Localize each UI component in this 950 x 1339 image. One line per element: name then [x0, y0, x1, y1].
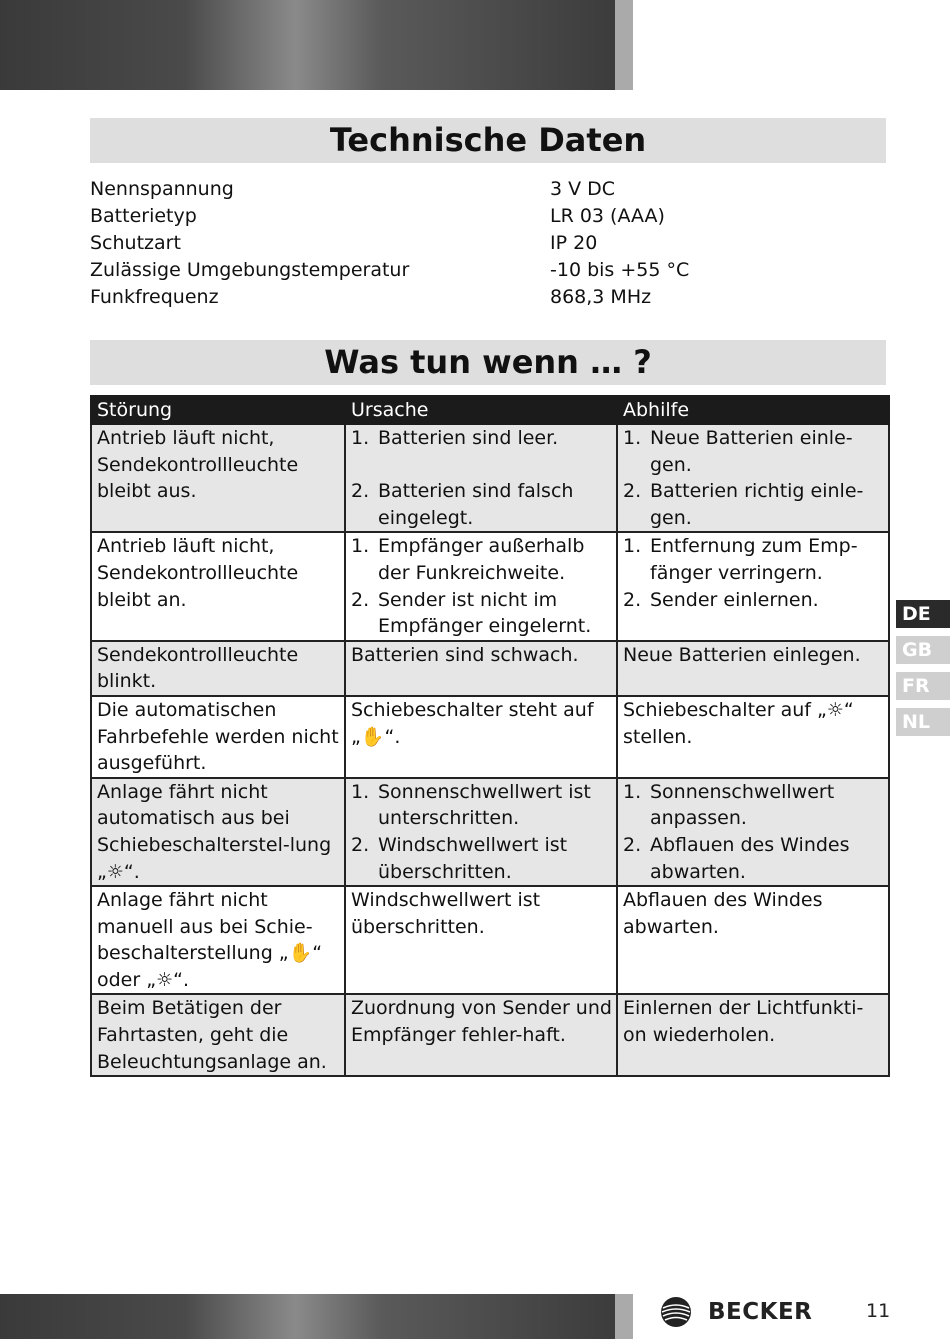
footer-gradient-bar	[0, 1294, 615, 1339]
cause-item	[351, 425, 612, 478]
remedy-item	[623, 779, 884, 832]
spec-label: Nennspannung	[90, 178, 234, 200]
cause-item	[351, 533, 612, 586]
spec-value: IP 20	[550, 232, 598, 254]
header-gradient-bar	[0, 0, 615, 90]
spec-label: Zulässige Umgebungstemperatur	[90, 259, 410, 281]
remedy-cell: Einlernen der Lichtfunkti-on wiederholen.	[617, 994, 889, 1076]
item-number: 2.	[623, 588, 642, 611]
spec-value: 868,3 MHz	[550, 286, 652, 308]
remedy-cell	[617, 424, 889, 532]
spec-row	[90, 203, 790, 230]
footer-bar-edge	[615, 1294, 633, 1339]
problem-cell: Beim Betätigen der Fahrtasten, geht die Beleuchtungsanlage an.	[91, 994, 345, 1076]
item-text: Sender ist nicht im Empfänger eingelernt.	[378, 588, 592, 638]
remedy-item	[623, 587, 884, 614]
spec-label: Funkfrequenz	[90, 286, 219, 308]
cause-item	[351, 587, 612, 640]
spec-row	[90, 230, 790, 257]
problem-cell: Antrieb läuft nicht, Sendekontrollleuchte bleibt an.	[91, 532, 345, 640]
specs-list	[90, 176, 790, 311]
remedy-cell: Schiebeschalter auf „☼“ stellen.	[617, 696, 889, 778]
item-text: Empfänger außerhalb der Funkreichweite.	[378, 535, 585, 584]
language-tabs	[896, 600, 950, 744]
table-row	[91, 696, 889, 778]
becker-logo-icon	[660, 1296, 692, 1328]
item-number: 1.	[623, 427, 642, 449]
spec-row	[90, 257, 790, 284]
spec-value: -10 bis +55 °C	[550, 259, 690, 281]
remedy-item	[623, 425, 884, 478]
cause-cell	[345, 424, 617, 532]
cause-item	[351, 478, 612, 531]
spec-label: Batterietyp	[90, 205, 197, 227]
cause-cell: Windschwellwert ist überschritten.	[345, 886, 617, 994]
page-number: 11	[866, 1300, 891, 1322]
item-number: 2.	[623, 833, 642, 856]
language-tab-fr[interactable]: FR	[896, 672, 950, 700]
column-header-cause: Ursache	[345, 396, 617, 424]
spec-row	[90, 176, 790, 203]
item-number: 1.	[351, 780, 370, 803]
remedy-item	[623, 832, 884, 885]
table-row	[91, 641, 889, 696]
table-row	[91, 424, 889, 532]
table-row	[91, 886, 889, 994]
troubleshooting-table	[90, 395, 890, 1077]
remedy-item	[623, 478, 884, 531]
language-tab-gb[interactable]: GB	[896, 636, 950, 664]
cause-item	[351, 832, 612, 885]
spec-value: 3 V DC	[550, 178, 616, 200]
brand-logo	[660, 1294, 812, 1329]
technical-data-title: Technische Daten	[90, 118, 886, 163]
item-text: Batterien richtig einle-gen.	[650, 480, 864, 529]
language-tab-de[interactable]: DE	[896, 600, 950, 628]
remedy-cell: Abflauen des Windes abwarten.	[617, 886, 889, 994]
item-number: 2.	[623, 480, 642, 503]
cause-cell	[345, 778, 617, 886]
item-text: Entfernung zum Emp-fänger verringern.	[650, 535, 858, 584]
table-header-row	[91, 396, 889, 424]
table-row	[91, 994, 889, 1076]
table-row	[91, 532, 889, 640]
brand-name: BECKER	[708, 1298, 813, 1325]
remedy-cell	[617, 532, 889, 640]
item-number: 2.	[351, 588, 370, 611]
item-text: Sonnenschwellwert anpassen.	[650, 780, 835, 830]
remedy-item	[623, 533, 884, 586]
problem-cell: Sendekontrollleuchte blinkt.	[91, 641, 345, 696]
cause-cell	[345, 532, 617, 640]
remedy-cell: Neue Batterien einlegen.	[617, 641, 889, 696]
item-number: 2.	[351, 833, 370, 856]
spec-value: LR 03 (AAA)	[550, 205, 665, 227]
cause-cell: Batterien sind schwach.	[345, 641, 617, 696]
item-text: Batterien sind falsch eingelegt.	[378, 480, 574, 529]
spec-row	[90, 284, 790, 311]
item-text: Windschwellwert ist überschritten.	[378, 833, 568, 883]
header-bar-edge	[615, 0, 633, 90]
item-number: 1.	[623, 780, 642, 803]
cause-item	[351, 779, 612, 832]
item-text: Batterien sind leer.	[378, 427, 559, 449]
item-number: 1.	[351, 427, 370, 449]
column-header-remedy: Abhilfe	[617, 396, 889, 424]
item-text: Neue Batterien einle-gen.	[650, 427, 853, 476]
item-text: Sonnenschwellwert ist unterschritten.	[378, 780, 591, 830]
remedy-cell	[617, 778, 889, 886]
cause-cell: Schiebeschalter steht auf „✋“.	[345, 696, 617, 778]
cause-cell: Zuordnung von Sender und Empfänger fehler-haft.	[345, 994, 617, 1076]
problem-cell: Antrieb läuft nicht, Sendekontrollleuchte bleibt aus.	[91, 424, 345, 532]
spec-label: Schutzart	[90, 232, 181, 254]
item-number: 1.	[351, 535, 370, 558]
item-text: Sender einlernen.	[650, 588, 819, 611]
language-tab-nl[interactable]: NL	[896, 708, 950, 736]
problem-cell: Anlage fährt nicht automatisch aus bei Schiebeschalterstel-lung „☼“.	[91, 778, 345, 886]
item-text: Abflauen des Windes abwarten.	[650, 833, 850, 883]
item-number: 2.	[351, 480, 370, 503]
item-number: 1.	[623, 535, 642, 558]
column-header-problem: Störung	[91, 396, 345, 424]
problem-cell: Anlage fährt nicht manuell aus bei Schie-beschalterstellung „✋“ oder „☼“.	[91, 886, 345, 994]
troubleshooting-title: Was tun wenn … ?	[90, 340, 886, 385]
table-row	[91, 778, 889, 886]
problem-cell: Die automatischen Fahrbefehle werden nicht ausgeführt.	[91, 696, 345, 778]
